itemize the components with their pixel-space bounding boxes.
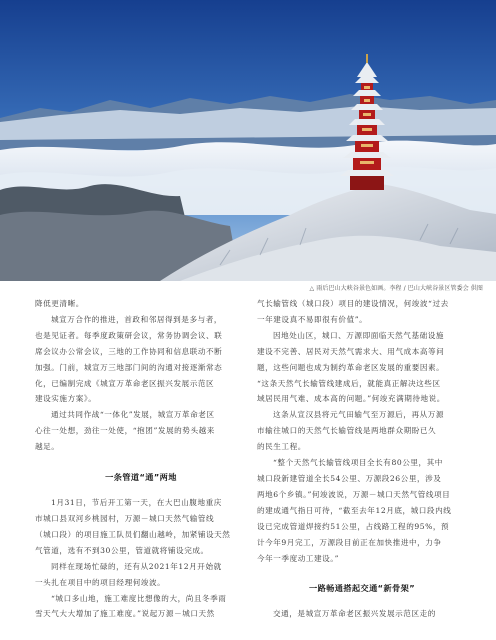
text-line: 域居民用气难、成本高的问题。”何竣充满期待地说。 [257, 394, 445, 404]
text-line: 设已完成管道焊接约51公里，占线路工程的95%，预 [257, 521, 450, 531]
text-line: 题，这些问题也成为制约革命老区发展的重要因素。 [257, 362, 445, 372]
text-line: 越足。 [35, 442, 60, 452]
text-line: “城口多山地，施工难度比想像的大，尚且冬季雨 [51, 593, 227, 603]
right-column [257, 296, 467, 622]
text-line: 两地6个乡镇。”何竣波说，万源－城口天然气管线项目 [257, 489, 451, 499]
text-line: “这条天然气长输管线建成后，就能真正解决这些区 [257, 378, 441, 388]
text-line: 心往一处想，劲往一处使，“抱团”发展的势头越来 [35, 426, 215, 436]
text-line: “整个天然气长输管线项目全长有80公里，其中 [273, 458, 443, 468]
text-line: 加强。门前，城宣万三地部门间的沟通对接逐渐常态 [35, 362, 223, 372]
text-line: （城口段）的项目施工队员们翻山越岭，加紧铺设天然 [35, 529, 231, 539]
text-line: 这条从宣汉县将元气田输气至万源后，再从万源 [273, 410, 445, 420]
section-heading: 一路畅通搭起交通“新骨架” [308, 583, 416, 594]
text-line: 市输往城口的天然气长输管线是两地群众期盼已久 [257, 426, 437, 436]
text-line: 计今年9月完工，万源段目前正在加快推进中，力争 [257, 537, 442, 547]
header-photo [0, 0, 496, 281]
text-line: 的建成通气指日可待，“截至去年12月底，城口段内线 [257, 505, 452, 515]
text-line: 通过共同作战“一体化”发展，城宣万革命老区 [51, 410, 215, 420]
text-line: 化，已编制完成《城宣万革命老区振兴发展示范区 [35, 378, 215, 388]
text-line: 的民生工程。 [257, 442, 306, 452]
text-line: 1月31日，节后开工第一天，在大巴山腹地重庆 [51, 498, 222, 508]
text-line: 城宣万合作的推进，首政和邻居得到是多与者， [51, 314, 223, 324]
text-line: 降低更清晰。 [35, 299, 84, 308]
text-line: 气长输管线（城口段）项目的建设情况，何竣波“过去 [257, 299, 449, 308]
text-line: 城口段新建管道全长54公里、万源段26公里，涉及 [257, 473, 442, 483]
text-line: 席会议办公常会议，三地的工作协同和信息联动不断 [35, 346, 223, 356]
text-line: 建设实施方案》。 [35, 394, 97, 404]
text-line: 气管道，选有不到30公里，管道就将铺设完成。 [35, 545, 209, 555]
text-line: 一年建设真不易即很有价值”。 [257, 314, 368, 324]
left-column [35, 296, 247, 622]
text-line: 交通，是城宣万革命老区振兴发展示范区走的 [273, 609, 436, 619]
text-line: 一头扎在项目中的项目经理何竣波。 [35, 577, 166, 587]
text-line: 雪天气大大增加了施工难度。”说起万源－城口天然 [35, 609, 215, 619]
text-line: 也是见证者。每季度政策研会议，常务协调会议、联 [35, 330, 223, 340]
section-heading: 一条管道“通”两地 [105, 472, 177, 483]
text-line: 同样在现场忙碌的，还有从2021年12月开始就 [51, 561, 222, 571]
text-line: 建设不完善、居民对天然气需求大、用气成本高等问 [257, 346, 445, 356]
text-line: 市城口县双河乡桃园村，万源－城口天然气输管线 [35, 513, 215, 523]
text-line: 因地处山区，城口、万源即面临天然气基础设施 [273, 330, 445, 340]
text-line: 今年一季度动工建设。” [257, 553, 340, 563]
photo-caption: △ 雨后巴山大峡谷景色如画。李程 / 巴山大峡谷景区管委会 供图 [309, 285, 483, 292]
